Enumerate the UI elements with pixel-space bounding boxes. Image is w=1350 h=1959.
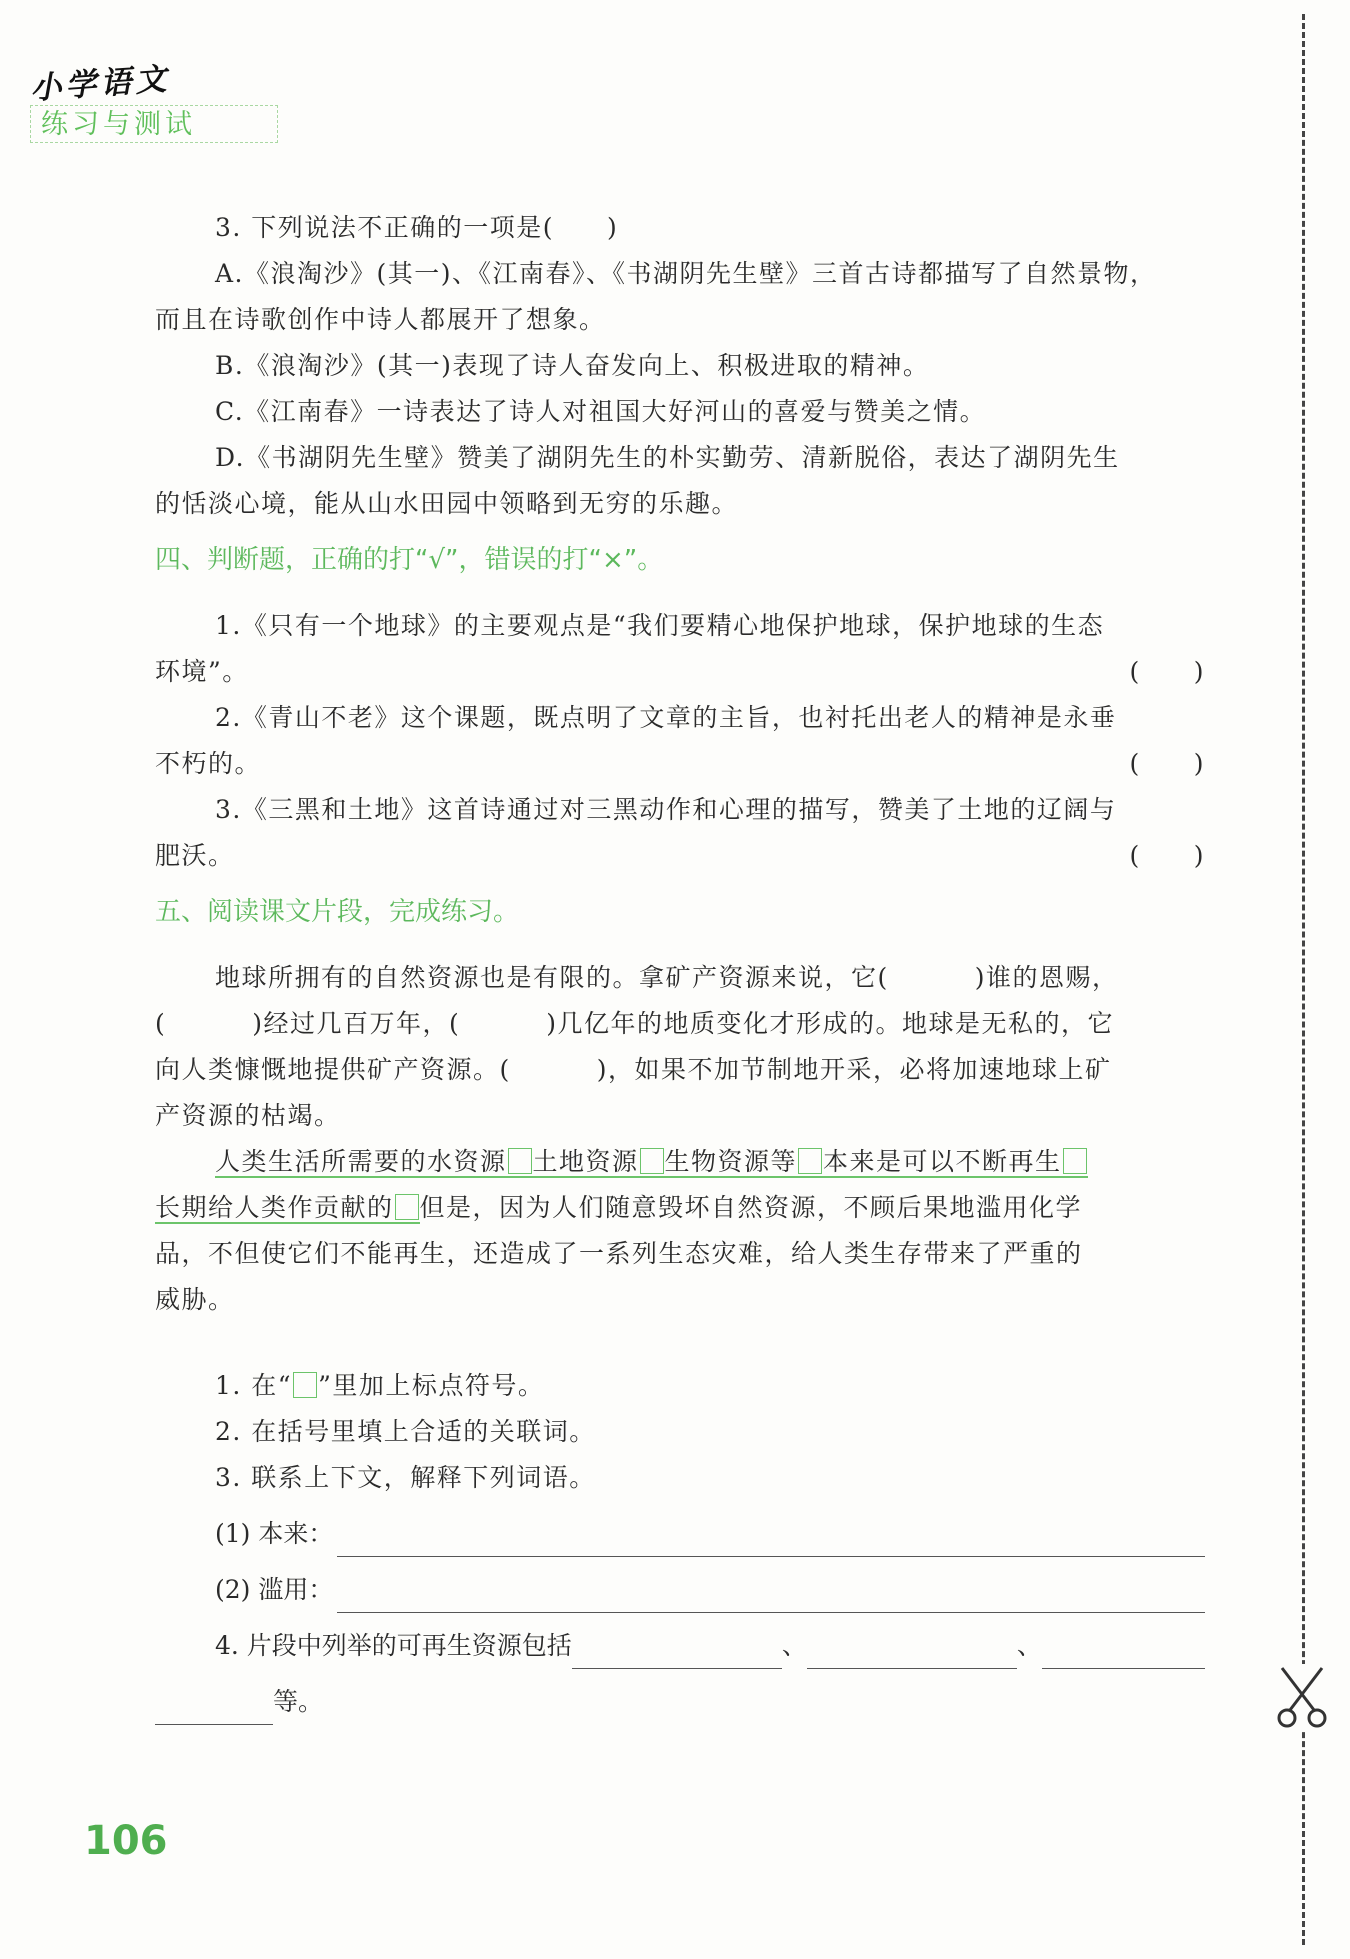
answer-blank[interactable] [807,1638,1017,1669]
task-4-end: 等。 [273,1687,324,1716]
passage-text: 向人类慷慨地提供矿产资源。( [155,1055,511,1084]
task-3-text: 3. 联系上下文，解释下列词语。 [215,1463,596,1492]
passage-text: 生物资源等 [664,1147,798,1176]
answer-bracket[interactable]: ( ) [1129,657,1205,686]
judgement-item-line2: 不朽的。 [155,749,262,778]
judgement-item-line2: 肥沃。 [155,841,235,870]
term-lanyong-label: (2) 滥用： [215,1575,334,1604]
answer-blank[interactable] [1042,1638,1205,1669]
answer-line-lanyong[interactable] [337,1576,1205,1613]
punctuation-box[interactable] [1063,1148,1087,1174]
answer-bracket[interactable]: ( ) [1129,841,1205,870]
task-1-text: 1. 在“ [215,1371,293,1400]
task-2-text: 2. 在括号里填上合适的关联词。 [215,1417,596,1446]
judgement-list [155,603,1205,879]
passage-text: 产资源的枯竭。 [155,1101,341,1130]
section-5-heading: 五、阅读课文片段，完成练习。 [155,897,520,927]
reading-passage-1 [155,955,1205,1139]
book-header [30,58,278,143]
cut-line [1302,14,1305,1945]
q3-option-a-line2: 而且在诗歌创作中诗人都展开了想象。 [155,305,606,334]
answer-line-benlai[interactable] [337,1520,1205,1557]
judgement-item [155,787,1205,879]
q3-stem: 3. 下列说法不正确的一项是( ) [215,213,619,242]
q3-option-d-line1: D.《书湖阴先生壁》赞美了湖阴先生的朴实勤劳、清新脱俗，表达了湖阴先生 [215,443,1120,472]
question-3 [155,205,1205,527]
passage-text: )经过几百万年，( [252,1009,461,1038]
passage-text: 人类生活所需要的水资源 [215,1147,507,1176]
passage-text: 本来是可以不断再生 [823,1147,1062,1176]
scissors-icon [1274,1664,1330,1730]
q3-option-b: B.《浪淘沙》(其一)表现了诗人奋发向上、积极进取的精神。 [215,351,930,380]
passage-text: )几亿年的地质变化才形成的。地球是无私的，它 [546,1009,1115,1038]
passage-text: 地球所拥有的自然资源也是有限的。拿矿产资源来说，它( [215,963,889,992]
term-benlai-label: (1) 本来： [215,1519,334,1548]
reading-passage-2 [155,1139,1205,1323]
passage-text: 威胁。 [155,1285,235,1314]
judgement-item-line2: 环境”。 [155,657,249,686]
worksheet-content [155,205,1205,1735]
answer-blank[interactable] [155,1694,273,1725]
task-4-text: 4. 片段中列举的可再生资源包括 [215,1631,572,1660]
punctuation-box[interactable] [640,1148,664,1174]
punctuation-box[interactable] [395,1194,419,1220]
punctuation-box[interactable] [508,1148,532,1174]
punctuation-box[interactable] [798,1148,822,1174]
passage-text: 但是，因为人们随意毁坏自然资源，不顾后果地滥用化学 [419,1193,1083,1222]
separator: 、 [781,1631,807,1660]
judgement-item [155,695,1205,787]
separator: 、 [1016,1631,1042,1660]
box-symbol [293,1372,317,1398]
answer-blank[interactable] [572,1638,782,1669]
judgement-item-line1: 3.《三黑和土地》这首诗通过对三黑动作和心理的描写，赞美了土地的辽阔与 [215,795,1117,824]
judgement-item-line1: 2.《青山不老》这个课题，既点明了文章的主旨，也衬托出老人的精神是永垂 [215,703,1117,732]
passage-text: )谁的恩赐， [974,963,1119,992]
answer-bracket[interactable]: ( ) [1129,749,1205,778]
q3-option-d-line2: 的恬淡心境，能从山水田园中领略到无穷的乐趣。 [155,489,739,518]
judgement-item [155,603,1205,695]
passage-text: 土地资源 [532,1147,639,1176]
judgement-item-line1: 1.《只有一个地球》的主要观点是“我们要精心地保护地球，保护地球的生态 [215,611,1105,640]
book-title: 小学语文 [29,61,172,107]
passage-text: 品，不但使它们不能再生，还造成了一系列生态灾难，给人类生存带来了严重的 [155,1239,1083,1268]
passage-text: ( [155,1009,167,1038]
q3-option-a-line1: A.《浪淘沙》(其一)、《江南春》、《书湖阴先生壁》三首古诗都描写了自然景物， [215,259,1157,288]
task-list [155,1363,1205,1725]
task-1-text: ”里加上标点符号。 [318,1371,545,1400]
page-number: 106 [84,1818,168,1864]
book-subtitle: 练习与测试 [30,105,278,143]
passage-text: 长期给人类作贡献的 [155,1193,394,1222]
q3-option-c: C.《江南春》一诗表达了诗人对祖国大好河山的喜爱与赞美之情。 [215,397,987,426]
section-4-heading: 四、判断题，正确的打“√”，错误的打“×”。 [155,545,664,575]
passage-text: )，如果不加节制地开采，必将加速地球上矿 [596,1055,1112,1084]
